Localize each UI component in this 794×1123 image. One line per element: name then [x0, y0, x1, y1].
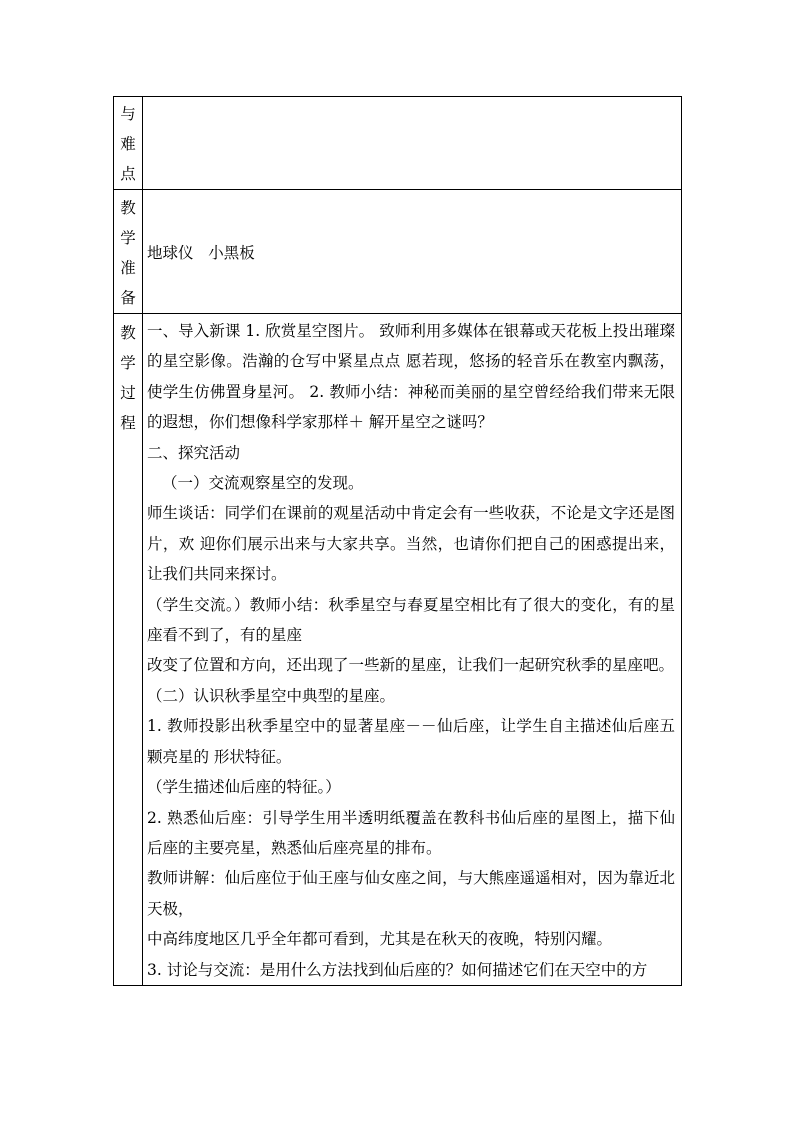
- lesson-plan-table: [113, 96, 682, 986]
- paragraph: 一、导入新课 1. 欣赏星空图片。 致师利用多媒体在银幕或天花板上投出璀璨的星空影像。浩瀚的仓写中紧星点点 愿若现，悠扬的轻音乐在教室内飘荡，使学生仿佛置身星河。 2. 教师小结：神秘而美丽的星空曾经给我们带来无限的遐想，你们想像科学家那样＋ 解开星空之谜吗？: [147, 322, 675, 432]
- paragraph: 改变了位置和方向，还出现了一些新的星座，让我们一起研究秋季的星座吧。: [147, 656, 675, 675]
- paragraph: （二）认识秋季星空中典型的星座。: [147, 686, 396, 705]
- paragraph: （一）交流观察星空的发现。: [162, 474, 364, 493]
- paragraph: 1. 教师投影出秋季星空中的显著星座－－仙后座，让学生自主描述仙后座五颗亮星的 形状特征。: [147, 717, 675, 766]
- paragraph: （学生交流。）教师小结：秋季星空与春夏星空相比有了很大的变化，有的星座看不到了，有的星座: [147, 595, 675, 645]
- row-label-preparation: 教 学 准 备: [114, 190, 143, 314]
- table-row-difficulty: [114, 97, 682, 190]
- paragraph: （学生描述仙后座的特征。）: [147, 778, 341, 797]
- table-row-process: [114, 314, 682, 986]
- paragraph: 中高纬度地区几乎全年都可看到，尤其是在秋天的夜晚，特别闪耀。: [147, 930, 613, 949]
- paragraph: 3. 讨论与交流：是用什么方法找到仙后座的？如何描述它们在天空中的方: [147, 960, 648, 979]
- paragraph: 教师讲解：仙后座位于仙王座与仙女座之间，与大熊座遥遥相对，因为靠近北天极，: [147, 869, 675, 918]
- row-label-process: 教 学 过 程: [114, 314, 143, 986]
- row-label-difficulty: 与 难 点: [114, 97, 143, 190]
- row-content-process: [143, 314, 682, 986]
- row-content-difficulty: [143, 97, 682, 190]
- preparation-materials: 地球仪 小黑板: [147, 243, 255, 262]
- table-row-preparation: [114, 190, 682, 314]
- paragraph: 2. 熟悉仙后座：引导学生用半透明纸覆盖在教科书仙后座的星图上，描下仙后座的主要亮星，熟悉仙后座亮星的排布。: [147, 808, 675, 857]
- row-content-preparation: [143, 190, 682, 314]
- paragraph: 师生谈话：同学们在课前的观星活动中肯定会有一些收获，不论是文字还是图片，欢 迎你们展示出来与大家共享。当然，也请你们把自己的困惑提出来，让我们共同来探讨。: [147, 504, 675, 584]
- paragraph: 二、探究活动: [147, 443, 241, 462]
